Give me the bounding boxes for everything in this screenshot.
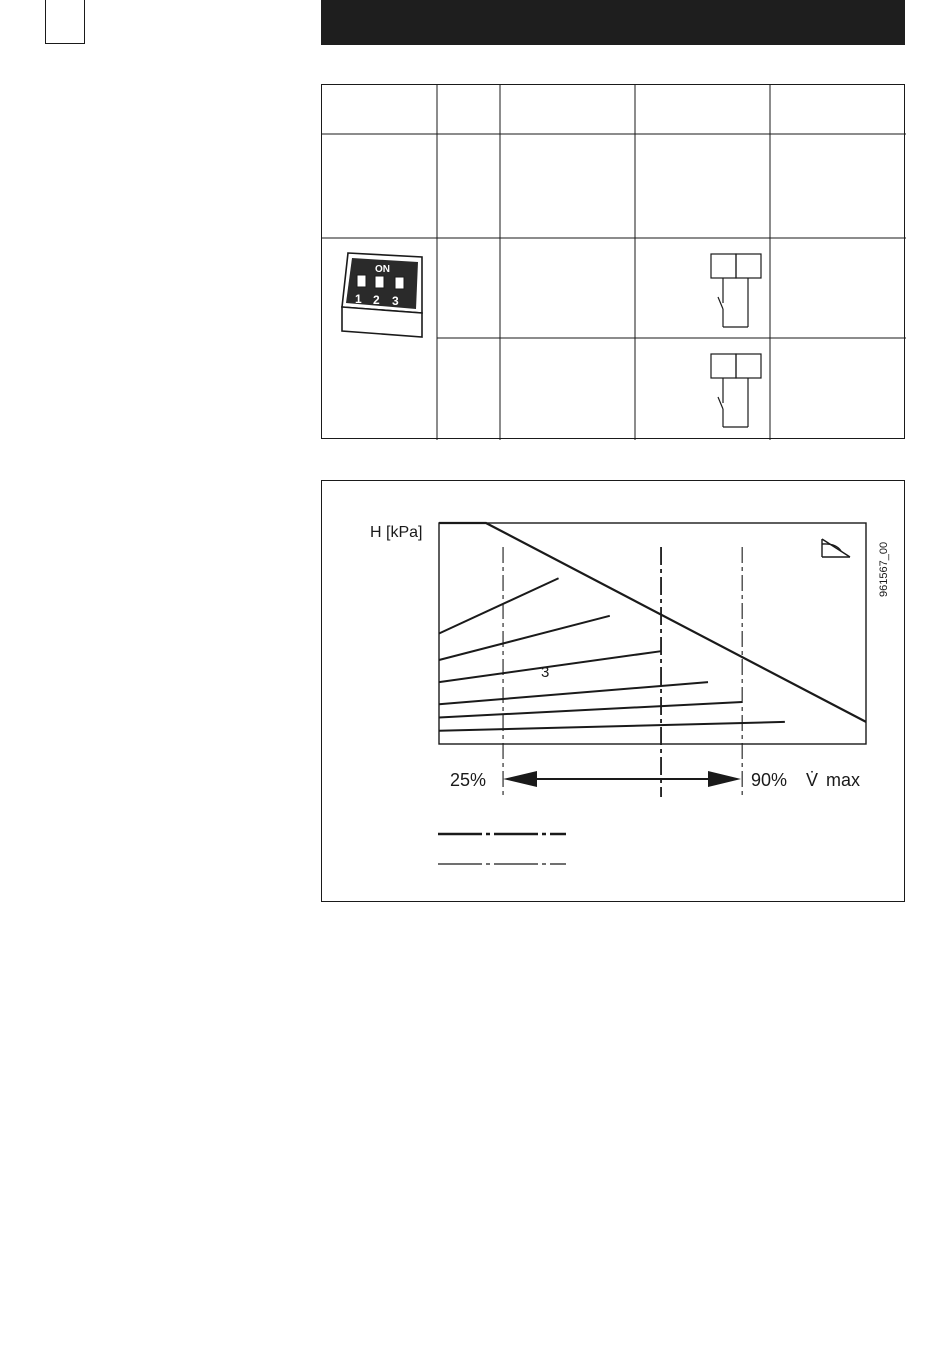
curve-label: 3 <box>541 664 550 681</box>
flow-suffix: max <box>826 770 861 790</box>
legend <box>438 834 566 864</box>
proportional-curve-3 <box>439 651 661 682</box>
proportional-curve-1 <box>439 578 559 633</box>
header-bar <box>321 0 905 45</box>
flow-symbol: V̇ <box>806 770 819 790</box>
proportional-curve-5 <box>439 702 742 717</box>
switch-symbol-icon <box>711 254 761 327</box>
proportional-curve-6 <box>439 722 785 731</box>
control-mode-icon <box>822 539 850 557</box>
proportional-curve-4 <box>439 682 708 704</box>
page-tab <box>45 0 85 44</box>
figure-id: 961567_00 <box>878 541 890 597</box>
y-axis-label: H [kPa] <box>370 524 423 541</box>
dip-switch-position-label: 2 <box>373 293 380 307</box>
flow-range-arrow <box>503 771 741 787</box>
switch-symbol-icon <box>711 354 761 427</box>
settings-table <box>321 84 905 439</box>
pump-curve-chart <box>321 480 905 902</box>
dip-switch-icon <box>342 253 422 337</box>
max-flow-label: 90% <box>751 770 788 790</box>
dip-switch-on-label: ON <box>375 264 390 275</box>
dip-switch-position-label: 1 <box>355 292 362 306</box>
min-flow-label: 25% <box>450 770 487 790</box>
dip-switch-position-label: 3 <box>392 294 399 308</box>
